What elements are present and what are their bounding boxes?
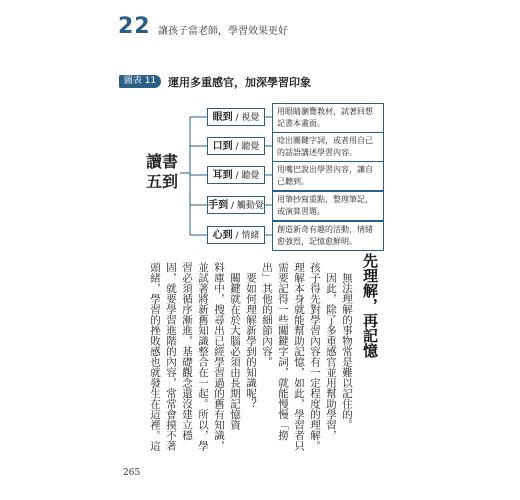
body-column: 頭緒，學習的挫敗感也就發生在這裡。這 xyxy=(149,262,161,451)
center-label-line1: 讀書 xyxy=(145,152,178,171)
sense-description-ears: 用嘴巴說出學習內容，讓自己聽到。 xyxy=(272,161,384,191)
sense-organ: 情緒 xyxy=(241,231,260,241)
sense-box-hands: 手到 / 觸動覺 xyxy=(207,196,265,214)
sense-organ: 觸動覺 xyxy=(236,201,264,211)
body-column: 需要記得一些關鍵字詞，就能慢慢「撈 xyxy=(277,262,289,441)
body-column: 出」其他的細節內容。 xyxy=(261,262,273,367)
sense-description-heart: 創造新奇有趣的活動，情緒愈強烈，記憶愈鮮明。 xyxy=(272,221,384,251)
body-column: 並試著將新舊知識整合在一起。所以，學 xyxy=(197,262,209,451)
sense-name: 眼到 xyxy=(212,112,233,123)
section-heading: 先理解，再記憶 xyxy=(361,253,379,358)
body-column: 要如何理解新學到的知識呢？ xyxy=(245,262,257,409)
diagram-center-label xyxy=(142,152,182,192)
sense-box-eyes: 眼到 / 視覺 xyxy=(207,108,265,126)
figure-badge: 圖表 11 xyxy=(119,75,161,88)
sense-organ: 聽覺 xyxy=(241,142,260,152)
sense-name: 耳到 xyxy=(212,170,233,181)
chapter-number: 22 xyxy=(118,14,151,39)
body-column: 孩子得先對學習內容有一定程度的理解。 xyxy=(309,262,321,451)
body-column: 料庫中，搜尋出已經學習過的舊有知識， xyxy=(213,262,225,451)
sense-name: 口到 xyxy=(212,141,233,152)
body-column: 因此，除了多重感官並用幫助學習， xyxy=(325,262,337,441)
sense-description-eyes: 用眼睛瀏覽教材，試著回想記書本畫面。 xyxy=(272,103,384,133)
chapter-title: 讓孩子當老師，學習效果更好 xyxy=(158,26,288,37)
body-column: 無法理解的事物常是難以記住的。 xyxy=(341,262,353,430)
sense-box-ears: 耳到 / 聽覺 xyxy=(207,166,265,184)
sense-name: 手到 xyxy=(208,200,229,211)
sense-box-mouth: 口到 / 聽覺 xyxy=(207,137,265,155)
page-number: 265 xyxy=(123,468,141,478)
sense-box-heart: 心到 / 情緒 xyxy=(207,226,265,244)
body-column: 理解本身就能幫助記憶，如此，學習者只 xyxy=(293,262,305,451)
body-column: 固，就要學習進階的內容，常常會摸不著 xyxy=(165,262,177,451)
body-column: 關鍵就在於大腦必須由長期記憶資 xyxy=(229,262,241,430)
center-label-line2: 五到 xyxy=(145,172,178,191)
sense-name: 心到 xyxy=(212,230,233,241)
sense-organ: 聽覺 xyxy=(241,171,260,181)
figure-title: 運用多重感官，加深學習印象 xyxy=(168,76,311,89)
sense-organ: 視覺 xyxy=(241,113,260,123)
sense-description-mouth: 唸出關鍵字詞，或者用自己的話語講述學習內容。 xyxy=(272,132,384,162)
sense-description-hands: 用筆抄寫重點，整理筆記，或演算習題。 xyxy=(272,191,384,221)
body-column: 習必須循序漸進，基礎觀念還沒建立穩 xyxy=(181,262,193,441)
